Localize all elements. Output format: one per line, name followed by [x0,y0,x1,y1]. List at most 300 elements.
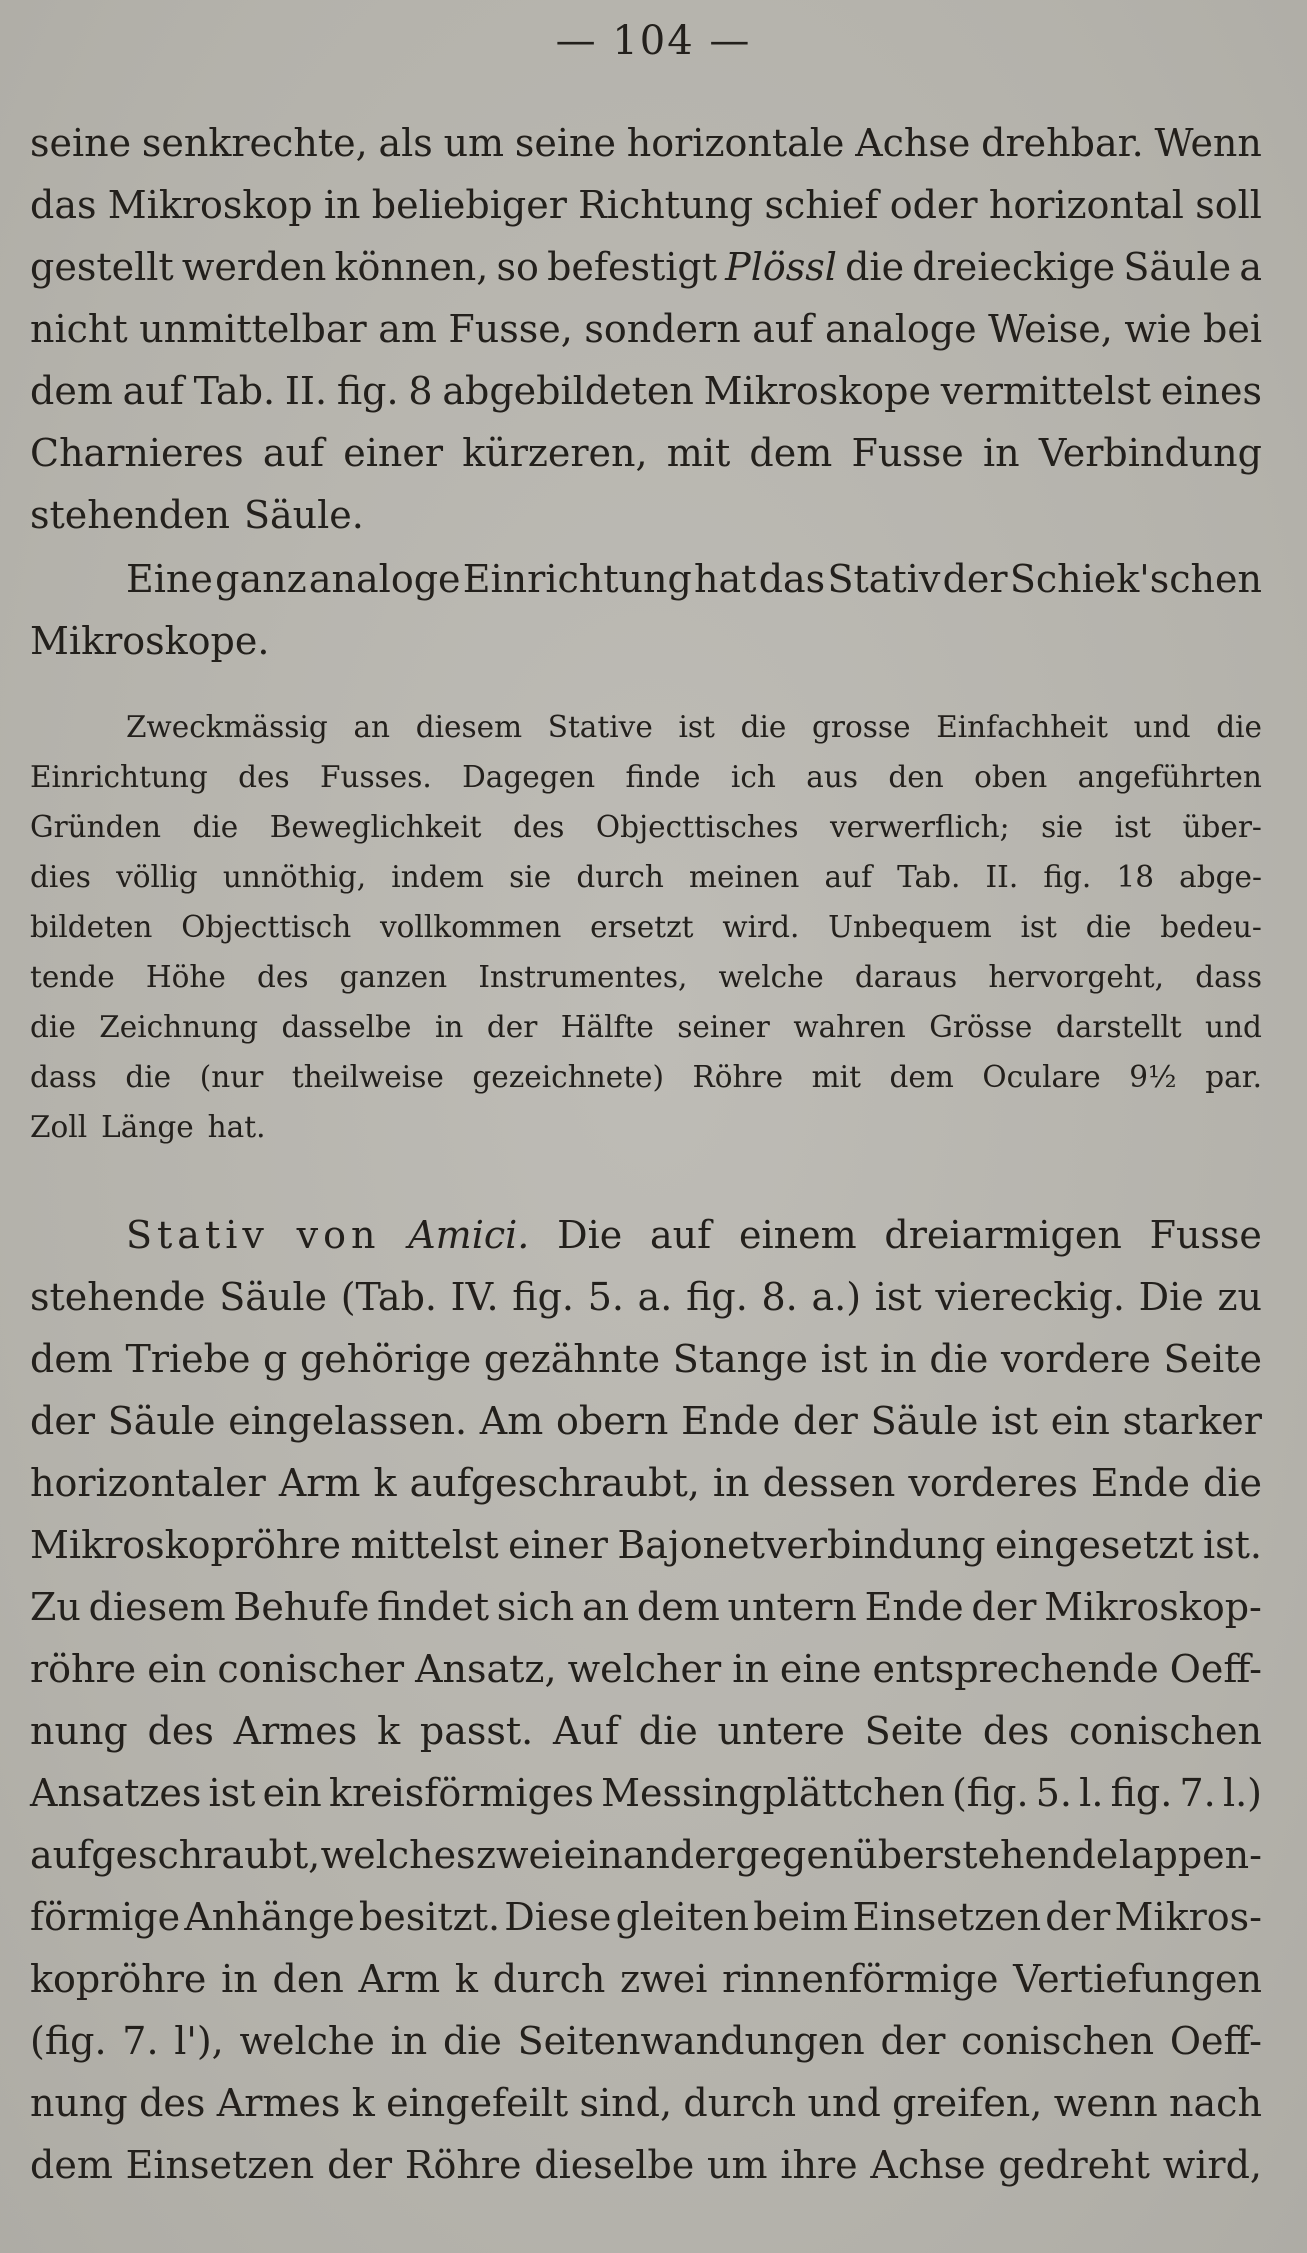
word: sich [496,1585,575,1629]
word: Bajonetverbindung [617,1523,986,1567]
word: Seite [864,1709,964,1753]
text-line [30,1886,1262,1948]
paragraph-amici-stand [30,1204,1262,2196]
word: dies [30,860,91,894]
word: par. [1205,1060,1262,1094]
text-line [30,902,1262,952]
word: fig. [686,1275,748,1319]
word: an [581,1585,630,1629]
word: eingelassen. [228,1399,468,1443]
word: ist [1114,810,1152,844]
word: den [272,1957,344,2001]
word: der [971,1585,1037,1629]
word: dessen [762,1461,896,1505]
text-line [30,2010,1262,2072]
word: seine [514,121,616,165]
word: Richtung [578,183,754,227]
word: von [296,1213,381,1257]
word: auf [824,860,872,894]
word: Säule. [243,493,364,537]
word: (nur [199,1060,264,1094]
note-small-print [30,702,1262,1152]
word: die [740,710,787,744]
word: einem [738,1213,857,1257]
word: Einsetzen [125,2143,315,2187]
word: Tab. [897,860,961,894]
word: Plössl [725,245,837,289]
word: der [942,557,1008,601]
word: als [378,121,433,165]
word: durch [576,860,664,894]
word: Vertiefungen [1013,1957,1262,2001]
word: ich [730,760,776,794]
word: mittelst [350,1523,499,1567]
word: Behufe [233,1585,370,1629]
word: das [758,557,826,601]
word: hat. [207,1110,266,1144]
word: zwei [620,1957,708,2001]
word: passt. [419,1709,534,1753]
word: dieselbe [534,2143,695,2187]
word: II. [985,860,1019,894]
word: des [139,2081,206,2125]
word: können, [334,245,489,289]
word: 18 [1116,860,1154,894]
word: beliebiger [371,183,567,227]
word: stehenden [30,493,230,537]
text-line [30,1638,1262,1700]
word: horizontal [988,183,1184,227]
word: dass [30,1060,97,1094]
word: so [496,245,539,289]
word: zwei [475,1833,564,1877]
text-line [30,1700,1262,1762]
word: kürzeren, [462,431,648,475]
word: ein [262,1771,322,1815]
word: gegenüberstehende [735,1833,1119,1877]
word: sondern [584,307,741,351]
word: Stative [547,710,653,744]
word: kopröhre [30,1957,207,2001]
word: befestigt [547,245,717,289]
word: Verbindung [1038,431,1262,475]
word: Fusse, [448,307,573,351]
text-line [30,752,1262,802]
word: ersetzt [590,910,694,944]
text-line [30,1762,1262,1824]
word: verwerflich; [829,810,1010,844]
word: entsprechende [872,1647,1159,1691]
word: durch [683,2081,797,2125]
text-line [30,1002,1262,1052]
word: Hälfte [560,1010,654,1044]
text-line [30,298,1262,360]
paragraph-stand-description [30,112,1262,546]
word: 8 [408,369,433,413]
word: das [30,183,97,227]
word: Die [1138,1275,1204,1319]
page-number: — 104 — [555,18,752,64]
text-line [30,610,1262,672]
word: Zu [30,1585,81,1629]
word: seine [30,121,132,165]
word: ist [208,1771,256,1815]
word: eingefeilt [386,2081,569,2125]
word: in [983,431,1020,475]
word: Säule [107,1399,216,1443]
word: in [880,1337,917,1381]
word: die [442,2019,502,2063]
text-line [30,174,1262,236]
word: Säule [1123,245,1232,289]
word: obern [556,1399,669,1443]
word: Zoll [30,1110,88,1144]
word: starker [1122,1399,1262,1443]
word: auf [650,1213,712,1257]
word: die [30,1010,76,1044]
word: die [845,245,905,289]
word: um [707,2143,768,2187]
word: indem [391,860,485,894]
text-line [30,548,1262,610]
word: wird. [722,910,800,944]
word: g [263,1337,288,1381]
word: der [30,1399,95,1443]
word: wenn [1053,2081,1158,2125]
word: in [712,1461,750,1505]
word: die [1216,710,1262,744]
word: ist [678,710,715,744]
word: 5. [1035,1771,1072,1815]
word: abge- [1179,860,1262,894]
word: dreieckige [912,245,1116,289]
word: meinen [689,860,800,894]
word: schief [764,183,879,227]
word: Röhre [692,1060,784,1094]
word: dem [749,431,833,475]
word: Ende [864,1585,964,1629]
text-line [30,1824,1262,1886]
word: Einfachheit [936,710,1108,744]
word: Säule [219,1275,328,1319]
word: die [1203,1461,1262,1505]
word: auf [122,369,184,413]
word: aus [806,760,858,794]
word: Mikroskopröhre [30,1523,342,1567]
word: a [1239,245,1262,289]
word: findet [377,1585,490,1629]
word: in [390,2019,428,2063]
word: abgebildeten [442,369,694,413]
word: Unbequem [828,910,992,944]
word: Mikroskope. [30,619,270,663]
word: und [807,2081,881,2125]
word: besitzt. [358,1895,501,1939]
word: horizontaler [30,1461,266,1505]
word: dass [1195,960,1262,994]
word: welches [320,1833,476,1877]
word: Ende [1090,1461,1190,1505]
word: Wenn [1154,121,1262,165]
word: ist [874,1275,922,1319]
word: Mikroskop- [1044,1585,1262,1629]
word: auf [752,307,814,351]
word: analoge [308,557,461,601]
word: gehörige [299,1337,472,1381]
word: Eine [126,557,213,601]
word: wahren [793,1010,906,1044]
text-line [30,360,1262,422]
word: oben [974,760,1048,794]
text-line [30,112,1262,174]
word: a. [637,1275,673,1319]
word: IV. [450,1275,499,1319]
word: Seite [1163,1337,1262,1381]
word: vollkommen [379,910,562,944]
word: Achse [855,121,971,165]
word: greifen, [892,2081,1043,2125]
word: auf [262,431,325,475]
word: darstellt [1055,1010,1182,1044]
word: dasselbe [281,1010,412,1044]
word: bildeten [30,910,153,944]
text-line [30,1514,1262,1576]
word: unmittelbar [139,307,367,351]
word: ist [991,1399,1039,1443]
text-line [30,1390,1262,1452]
word: II. [284,369,328,413]
word: Objecttisch [181,910,352,944]
word: dem [30,369,113,413]
word: Auf [553,1709,619,1753]
word: nung [30,1709,128,1753]
word: einer [508,1523,608,1567]
word: fig. [336,369,399,413]
word: des [238,760,290,794]
word: fig. [1110,1771,1173,1815]
word: Amici. [408,1213,530,1257]
word: Grösse [929,1010,1033,1044]
word: des [256,960,309,994]
word: werden [181,245,327,289]
word: l'), [174,2019,224,2063]
word: welcher [567,1647,722,1691]
word: eines [1160,369,1262,413]
word: k [377,1709,401,1753]
word: theilweise [291,1060,444,1094]
word: unnöthig, [222,860,367,894]
word: (fig. [951,1771,1029,1815]
word: nach [1169,2081,1262,2125]
word: Fusse [1149,1213,1262,1257]
word: k [351,2081,375,2125]
word: Stativ [126,1213,269,1257]
word: den [888,760,944,794]
word: Zweckmässig [126,710,328,744]
word: Armes [233,1709,358,1753]
word: analoge [824,307,977,351]
word: Schiek'schen [1009,557,1262,601]
word: des [982,1709,1050,1753]
word: dem [889,1060,954,1094]
word: untern [727,1585,857,1629]
word: l.) [1222,1771,1262,1815]
word: des [512,810,565,844]
word: eingesetzt [995,1523,1194,1567]
word: Arm [278,1461,361,1505]
word: aufgeschraubt, [30,1833,321,1877]
text-line [30,2134,1262,2196]
word: Instrumentes, [478,960,688,994]
word: die [192,810,239,844]
word: die [125,1060,172,1094]
word: lappen- [1118,1833,1262,1877]
word: Einrichtung [462,557,692,601]
word: Ende [681,1399,781,1443]
word: Oculare [982,1060,1101,1094]
word: dreiarmigen [884,1213,1122,1257]
word: vermittelst [940,369,1152,413]
word: und [1205,1010,1262,1044]
word: förmige [30,1895,181,1939]
word: gestellt [30,245,174,289]
word: der [486,1010,538,1044]
word: bedeu- [1160,910,1262,944]
word: kreisförmiges [328,1771,594,1815]
word: ist. [1202,1523,1262,1567]
word: Tab. [193,369,276,413]
word: hat [694,557,757,601]
word: soll [1195,183,1262,227]
word: ihre [780,2143,858,2187]
text-line [30,484,1262,546]
word: wird, [1162,2143,1262,2187]
word: sie [1041,810,1084,844]
text-line [30,852,1262,902]
word: einer [343,431,443,475]
word: horizontale [626,121,845,165]
word: Gründen [30,810,162,844]
word: der [880,2019,946,2063]
word: ein [1050,1399,1110,1443]
word: Charnieres [30,431,244,475]
word: fig. [512,1275,574,1319]
word: nicht [30,307,128,351]
word: viereckig. [935,1275,1125,1319]
word: seiner [677,1010,770,1044]
word: Beweglichkeit [269,810,482,844]
word: Seitenwandungen [517,2019,865,2063]
word: am [378,307,437,351]
word: sie [509,860,552,894]
word: Länge [101,1110,194,1144]
word: daraus [854,960,958,994]
word: einander [563,1833,735,1877]
text-line [30,422,1262,484]
word: Arm [358,1957,441,2001]
word: k [454,1957,478,2001]
text-line [30,1052,1262,1102]
word: des [147,1709,214,1753]
word: Die [557,1213,623,1257]
word: Ansatzes [30,1771,202,1815]
word: Ansatz, [415,1647,557,1691]
text-line [30,1204,1262,1266]
text-line [30,1948,1262,2010]
word: senkrechte, [141,121,368,165]
word: in [732,1647,769,1691]
word: Stange [672,1337,808,1381]
word: die [638,1709,698,1753]
word: Diese [504,1895,612,1939]
word: Achse [870,2143,986,2187]
word: gezähnte [483,1337,661,1381]
word: dem [30,2143,113,2187]
word: Fusse [851,431,964,475]
word: Armes [216,2081,341,2125]
text-line [30,702,1262,752]
word: wie [1124,307,1192,351]
word: über- [1182,810,1262,844]
word: an [353,710,391,744]
word: 8. [761,1275,798,1319]
word: stehende [30,1275,206,1319]
word: nung [30,2081,128,2125]
word: diesem [88,1585,226,1629]
word: Dagegen [462,760,596,794]
word: Zeichnung [99,1010,259,1044]
text-line [30,1266,1262,1328]
word: mit [811,1060,861,1094]
word: Mikroskope [703,369,931,413]
word: bei [1203,307,1262,351]
word: in [323,183,361,227]
word: um [443,121,505,165]
word: Fusses. [320,760,432,794]
text-line [30,236,1262,298]
word: in [221,1957,258,2001]
word: l. [1079,1771,1104,1815]
word: ganz [215,557,307,601]
word: der [1045,1895,1111,1939]
word: a.) [811,1275,862,1319]
word: ganzen [339,960,448,994]
word: Anhänge [184,1895,355,1939]
word: Mikroskop [107,183,313,227]
word: vordere [1000,1337,1151,1381]
word: rinnenförmige [722,1957,999,2001]
text-line [30,1452,1262,1514]
word: der [792,1399,858,1443]
word: vorderes [908,1461,1078,1505]
word: Säule [870,1399,979,1443]
word: finde [625,760,701,794]
word: drehbar. [981,121,1144,165]
word: conischen [961,2019,1155,2063]
word: Oeff- [1169,2019,1262,2063]
text-line [30,952,1262,1002]
word: in [434,1010,464,1044]
word: hervorgeht, [988,960,1165,994]
word: Oeff- [1169,1647,1262,1691]
word: Einrichtung [30,760,208,794]
word: sind, [579,2081,673,2125]
word: 9½ [1129,1060,1177,1094]
word: fig. [1043,860,1092,894]
word: beim [753,1895,849,1939]
word: eine [779,1647,862,1691]
word: k [373,1461,397,1505]
